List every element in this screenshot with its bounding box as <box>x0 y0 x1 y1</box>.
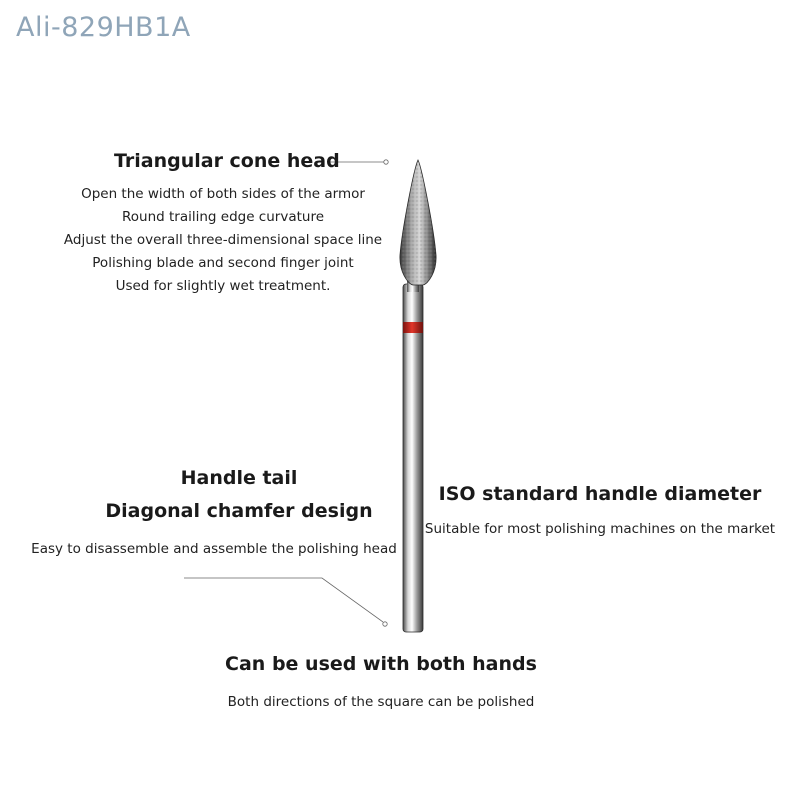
cone-head-line-1: Open the width of both sides of the armor <box>81 186 365 202</box>
handle-tail-callout-dot <box>383 622 387 626</box>
drill-color-band <box>403 322 423 333</box>
handle-tail-title-line-1: Handle tail <box>180 467 298 489</box>
cone-head-line-3: Adjust the overall three-dimensional space line <box>63 232 383 248</box>
iso-standard-description: Suitable for most polishing machines on the market <box>424 521 776 537</box>
cone-head-title: Triangular cone head <box>114 150 340 172</box>
watermark-text: Ali-829HB1A <box>16 12 191 43</box>
both-hands-title: Can be used with both hands <box>225 653 537 675</box>
cone-head-line-2: Round trailing edge curvature <box>121 209 325 225</box>
both-hands-description: Both directions of the square can be polished <box>227 694 535 710</box>
cone-head-line-4: Polishing blade and second finger joint <box>92 255 354 271</box>
cone-head-callout-dot <box>384 160 388 164</box>
iso-standard-title: ISO standard handle diameter <box>438 483 762 505</box>
handle-tail-title-line-2: Diagonal chamfer design <box>105 500 373 522</box>
handle-tail-description: Easy to disassemble and assemble the polishing head <box>31 541 397 557</box>
handle-tail-callout-line <box>184 578 383 622</box>
drill-shaft <box>403 284 423 632</box>
cone-head-line-5: Used for slightly wet treatment. <box>115 278 331 294</box>
